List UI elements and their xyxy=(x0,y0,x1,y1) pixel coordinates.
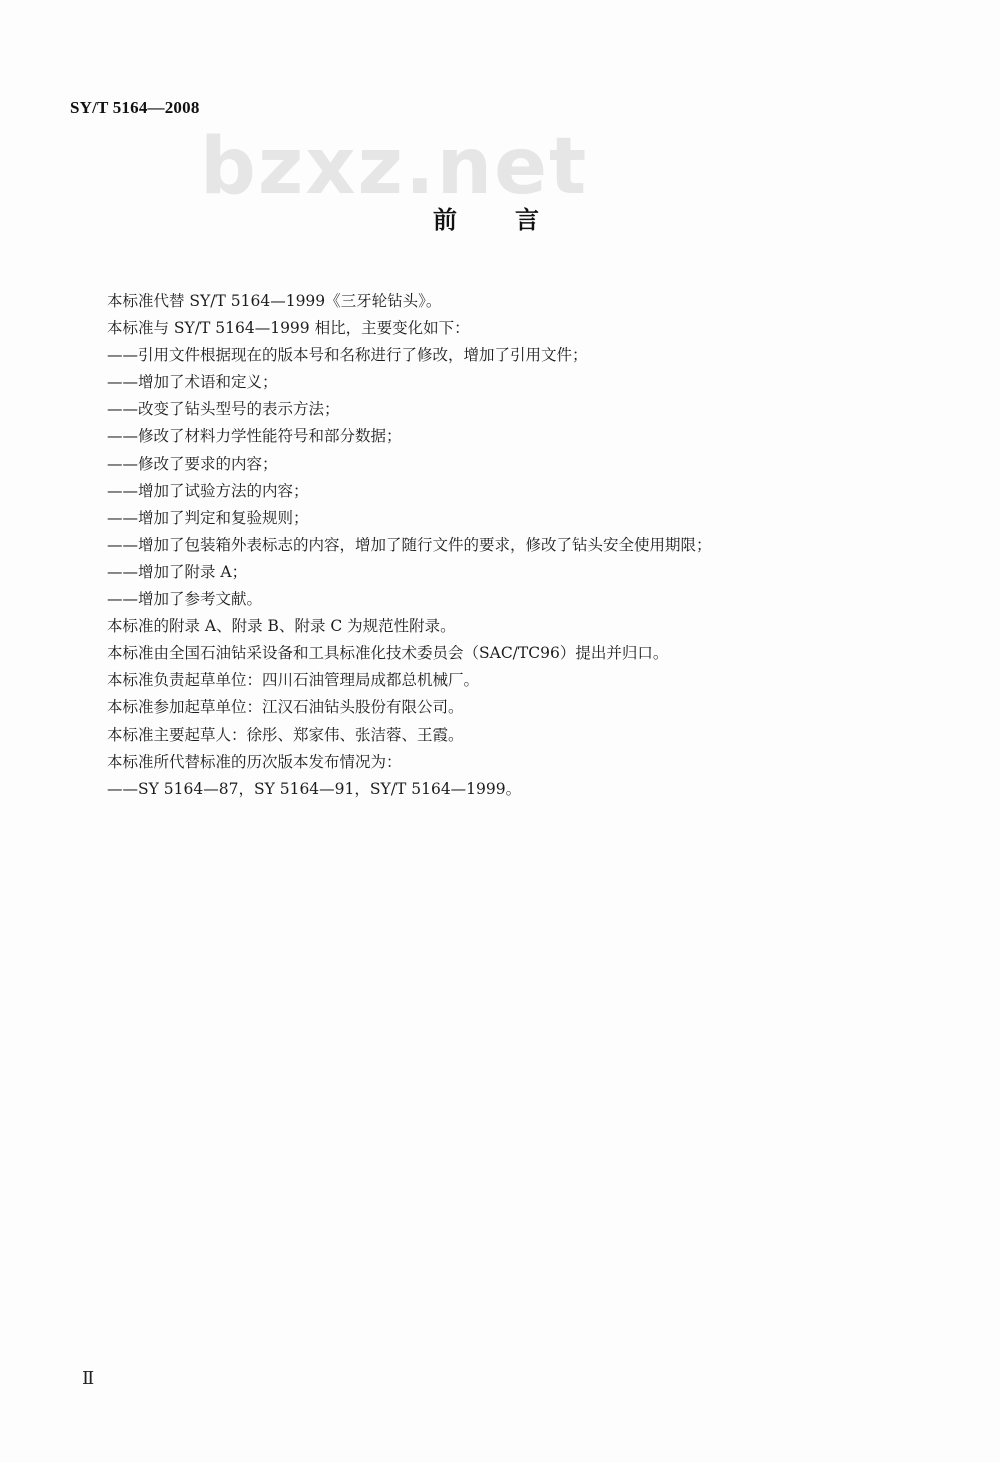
foreword-body xyxy=(107,288,927,803)
section-title: 前言 xyxy=(433,206,597,234)
paragraph-line: 本标准的附录 A、附录 B、附录 C 为规范性附录。 xyxy=(107,617,456,636)
change-item: ——增加了试验方法的内容； xyxy=(107,481,309,500)
change-item: ——改变了钻头型号的表示方法； xyxy=(107,400,340,419)
change-item: ——增加了附录 A； xyxy=(107,562,248,581)
paragraph-line: 本标准代替 SY/T 5164—1999《三牙轮钻头》。 xyxy=(107,292,442,310)
change-item: ——修改了要求的内容； xyxy=(107,454,278,473)
document-id: SY/T 5164—2008 xyxy=(70,98,200,117)
paragraph-line: 本标准所代替标准的历次版本发布情况为： xyxy=(107,752,402,771)
paragraph-line: 本标准参加起草单位：江汉石油钻头股份有限公司。 xyxy=(107,698,464,717)
change-item: ——增加了判定和复验规则； xyxy=(107,508,309,527)
change-item: ——修改了材料力学性能符号和部分数据； xyxy=(107,427,402,446)
change-item: ——增加了术语和定义； xyxy=(107,373,278,392)
paragraph-line: 本标准由全国石油钻采设备和工具标准化技术委员会（SAC/TC96）提出并归口。 xyxy=(107,644,669,663)
version-history-item: ——SY 5164—87，SY 5164—91，SY/T 5164—1999。 xyxy=(107,779,522,798)
change-item: ——引用文件根据现在的版本号和名称进行了修改，增加了引用文件； xyxy=(107,346,588,365)
page-number: Ⅱ xyxy=(82,1368,95,1388)
paragraph-line: 本标准与 SY/T 5164—1999 相比，主要变化如下： xyxy=(107,319,470,338)
change-item: ——增加了包装箱外表标志的内容，增加了随行文件的要求，修改了钻头安全使用期限； xyxy=(107,535,712,554)
paragraph-line: 本标准负责起草单位：四川石油管理局成都总机械厂。 xyxy=(107,671,480,690)
watermark-text: bzxz.net xyxy=(200,122,589,212)
change-item: ——增加了参考文献。 xyxy=(107,590,263,609)
paragraph-line: 本标准主要起草人：徐彤、郑家伟、张洁蓉、王霞。 xyxy=(107,725,464,744)
